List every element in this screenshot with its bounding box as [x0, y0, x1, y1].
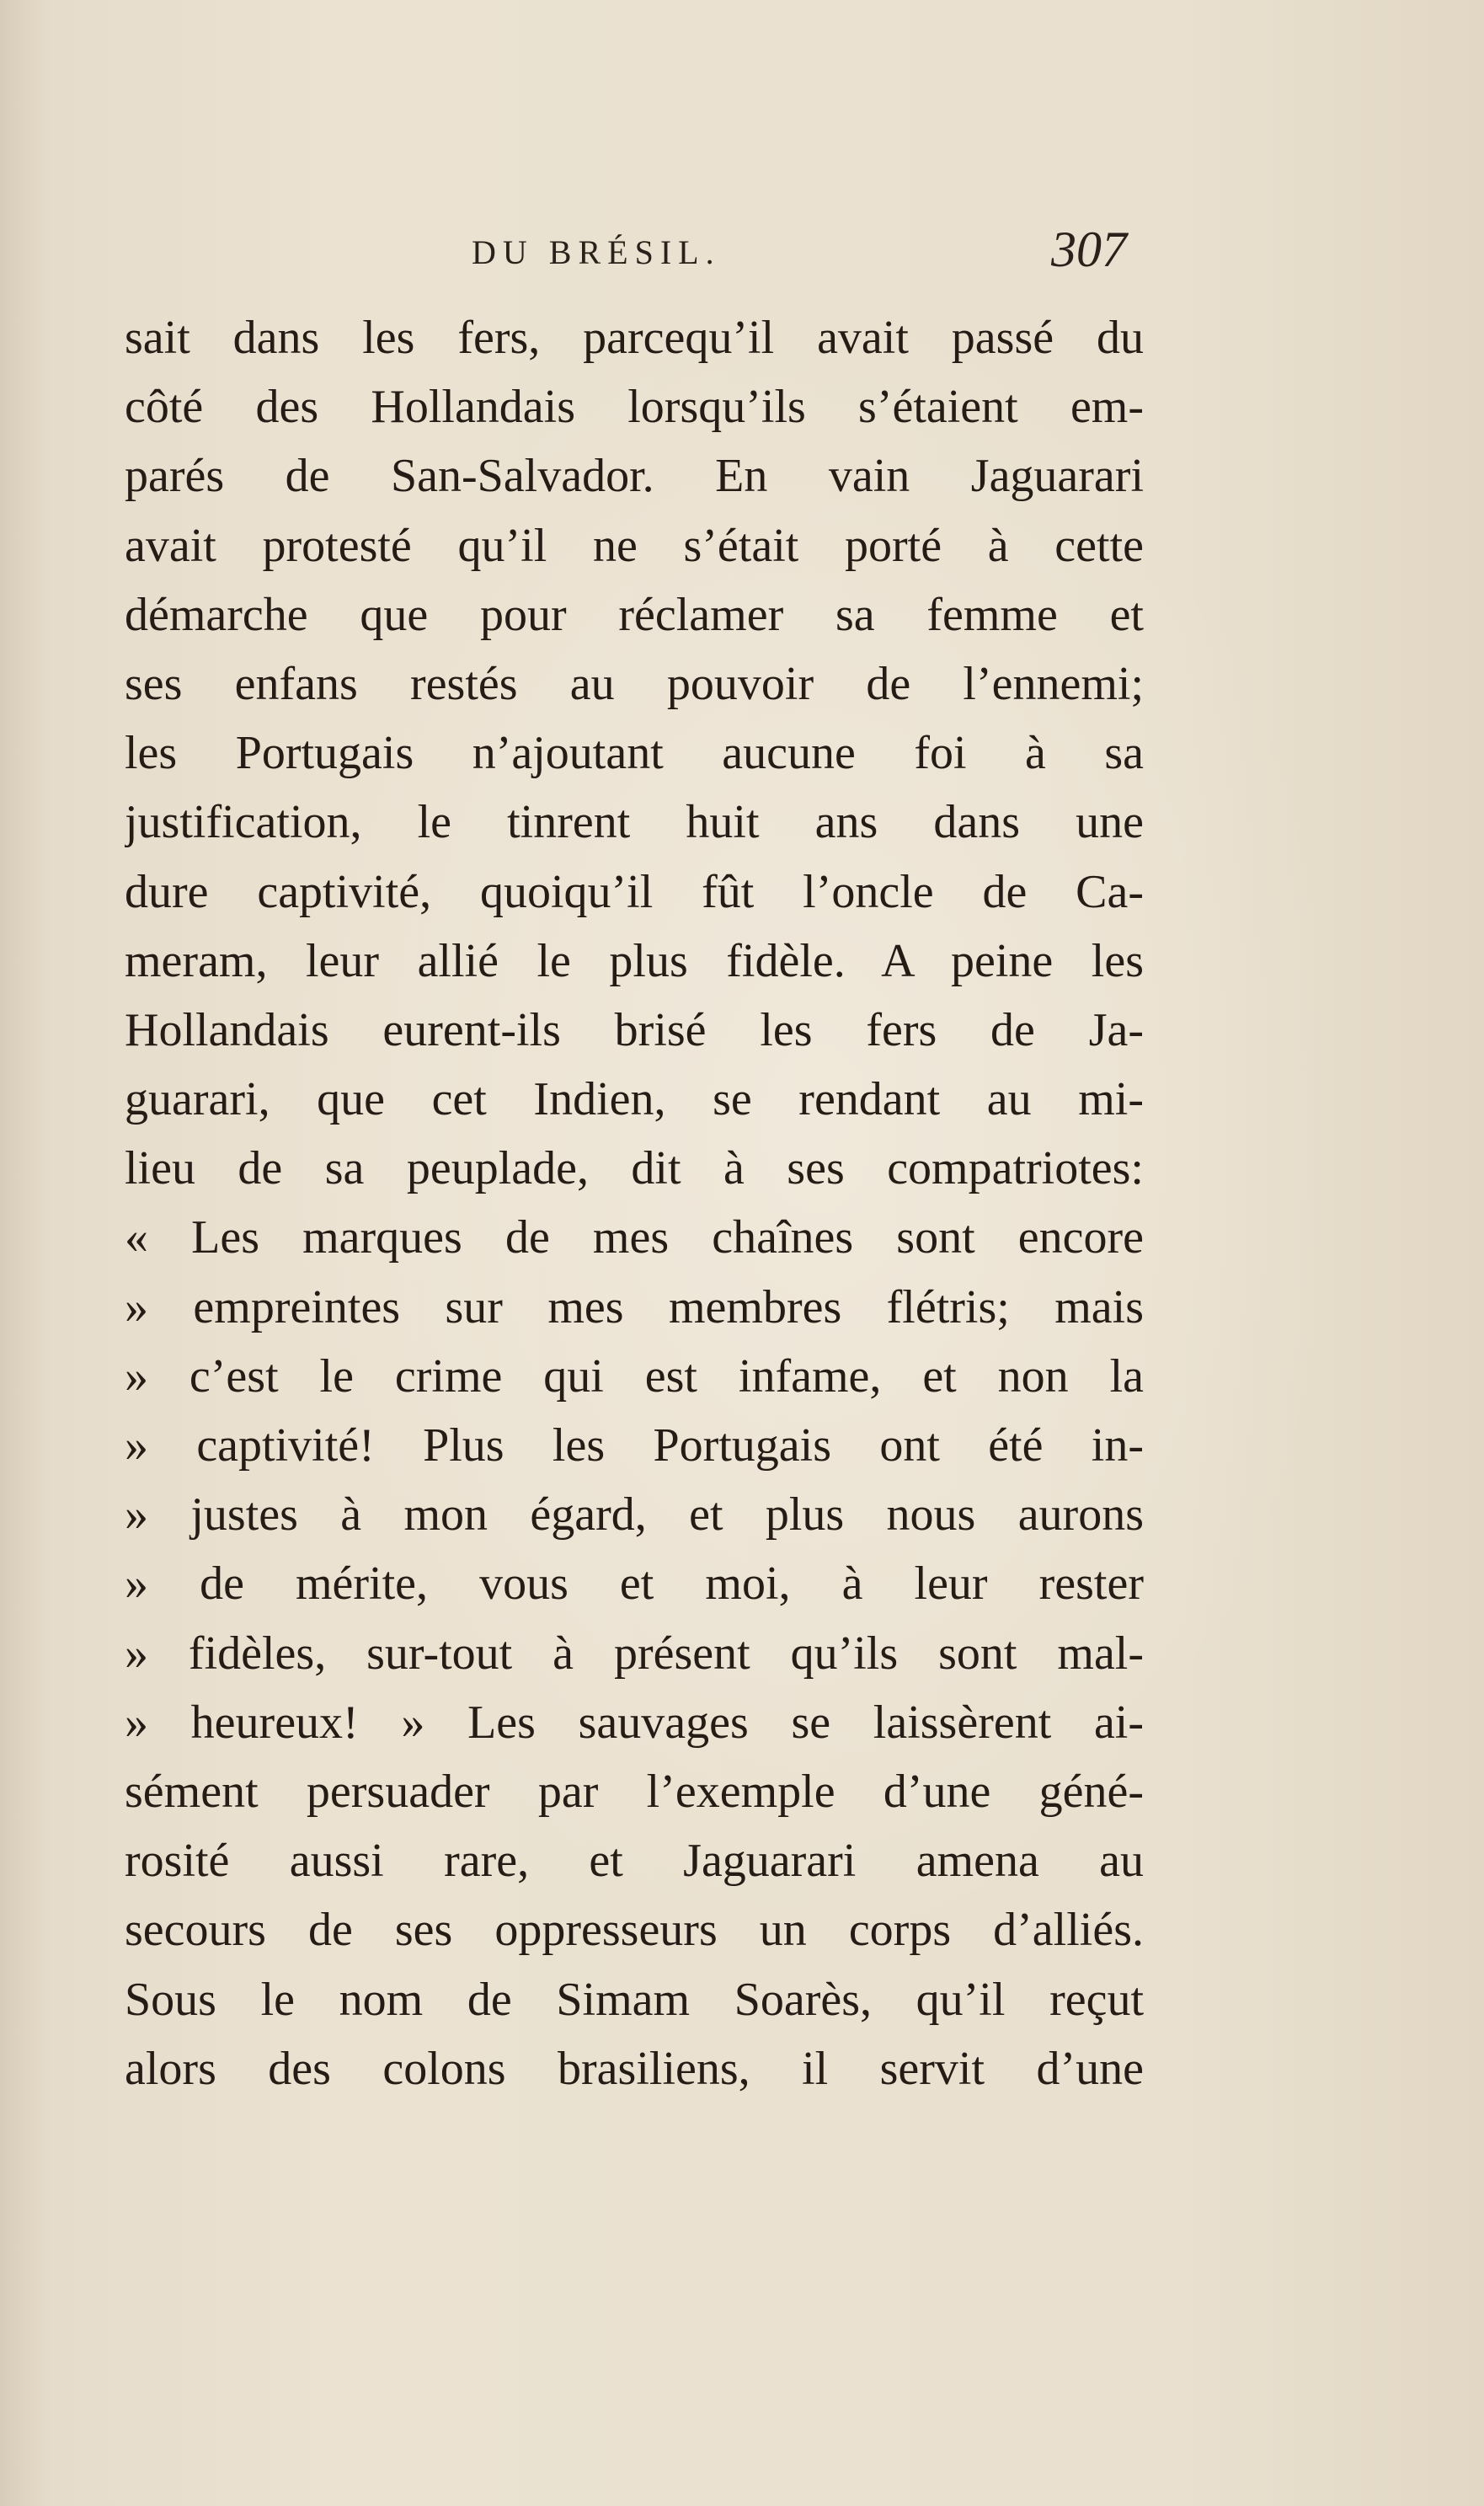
text-line: sait dans les fers, parcequ’il avait passé du	[125, 312, 1144, 364]
text-line: » de mérite, vous et moi, à leur rester	[125, 1558, 1144, 1611]
text-line: » fidèles, sur-tout à présent qu’ils sont mal-	[125, 1627, 1144, 1680]
text-line: « Les marques de mes chaînes sont encore	[125, 1211, 1144, 1264]
text-line: Hollandais eurent-ils brisé les fers de Ja-	[125, 1003, 1144, 1056]
page-header	[125, 221, 1144, 288]
page-number: 307	[1051, 222, 1127, 277]
text-line: alors des colons brasiliens, il servit d’une	[125, 2042, 1144, 2095]
running-head: DU BRÉSIL.	[472, 233, 721, 271]
text-line: démarche que pour réclamer sa femme et	[125, 588, 1144, 641]
text-line: » empreintes sur mes membres flétris; mais	[125, 1280, 1144, 1333]
text-line: dure captivité, quoiqu’il fût l’oncle de Ca-	[125, 865, 1144, 918]
text-line: parés de San-Salvador. En vain Jaguarari	[125, 450, 1144, 503]
text-line: » justes à mon égard, et plus nous aurons	[125, 1488, 1144, 1542]
text-line: secours de ses oppresseurs un corps d’alliés.	[125, 1904, 1144, 1957]
text-line: » c’est le crime qui est infame, et non la	[125, 1349, 1144, 1403]
body-text	[125, 303, 1144, 2103]
text-line: rosité aussi rare, et Jaguarari amena au	[125, 1835, 1144, 1888]
text-line: justification, le tinrent huit ans dans une	[125, 796, 1144, 849]
text-line: sément persuader par l’exemple d’une géné-	[125, 1765, 1144, 1818]
text-line: les Portugais n’ajoutant aucune foi à sa	[125, 727, 1144, 780]
text-line: ses enfans restés au pouvoir de l’ennemi;	[125, 657, 1144, 710]
text-line: côté des Hollandais lorsqu’ils s’étaient em-	[125, 381, 1144, 434]
text-line: » captivité! Plus les Portugais ont été in-	[125, 1419, 1144, 1472]
text-line: lieu de sa peuplade, dit à ses compatriotes:	[125, 1142, 1144, 1195]
text-line: avait protesté qu’il ne s’était porté à cette	[125, 519, 1144, 572]
text-line: meram, leur allié le plus fidèle. A peine les	[125, 934, 1144, 987]
text-line: guarari, que cet Indien, se rendant au mi-	[125, 1073, 1144, 1126]
text-line: Sous le nom de Simam Soarès, qu’il reçut	[125, 1973, 1144, 2026]
text-line: » heureux! » Les sauvages se laissèrent ai-	[125, 1696, 1144, 1749]
